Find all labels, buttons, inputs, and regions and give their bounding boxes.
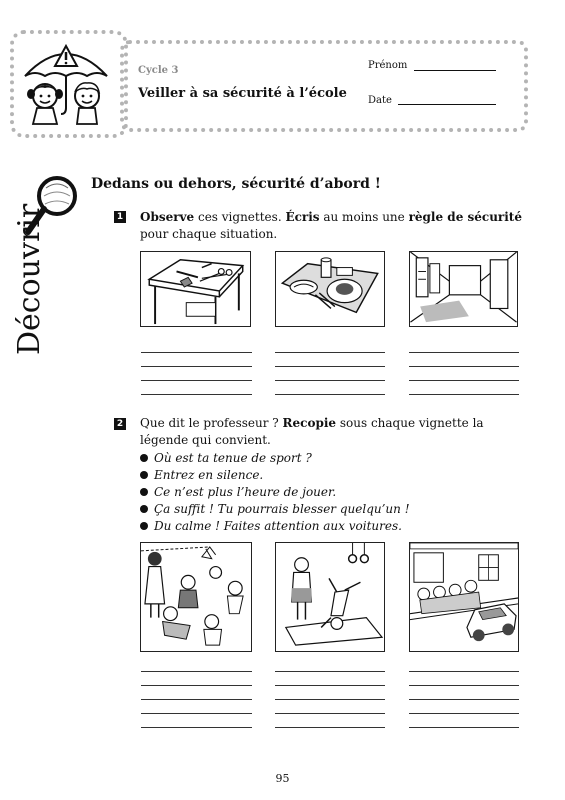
date-field[interactable]	[398, 104, 496, 105]
vignette-desk-scissors	[140, 251, 251, 327]
answer-line[interactable]	[275, 713, 385, 714]
answer-line[interactable]	[409, 713, 519, 714]
prenom-field[interactable]	[414, 70, 496, 71]
answer-line[interactable]	[141, 713, 252, 714]
answer-line[interactable]	[141, 727, 252, 728]
exercise-1-number: 1	[114, 211, 126, 223]
caption-options-list	[140, 450, 410, 535]
answer-line[interactable]	[409, 699, 519, 700]
instr-1-text-a: ces vignettes.	[194, 210, 286, 224]
vignette-kids-fighting	[140, 542, 252, 652]
prenom-label: Prénom	[368, 60, 408, 71]
answer-line[interactable]	[275, 699, 385, 700]
answer-line[interactable]	[275, 352, 385, 353]
answer-line[interactable]	[141, 671, 252, 672]
vignette-school-corridor	[409, 251, 518, 327]
instr-1-observe: Observe	[140, 210, 195, 224]
list-item: Ce n’est plus l’heure de jouer.	[140, 484, 410, 501]
answer-line[interactable]	[141, 394, 252, 395]
exercise-2-number: 2	[114, 418, 126, 430]
instr-1-regle: règle de sécurité	[408, 210, 522, 224]
answer-line[interactable]	[141, 380, 252, 381]
instr-1-text-b: au moins une	[319, 210, 409, 224]
answer-line[interactable]	[409, 352, 519, 353]
answer-line[interactable]	[409, 394, 519, 395]
cycle-label: Cycle 3	[138, 65, 179, 76]
instr-2-text-a: Que dit le professeur ?	[140, 416, 283, 430]
answer-line[interactable]	[275, 685, 385, 686]
answer-line[interactable]	[141, 352, 252, 353]
list-item: Du calme ! Faites attention aux voitures.	[140, 518, 410, 535]
page-title: Veiller à sa sécurité à l’école	[138, 86, 347, 101]
instr-2-recopie: Recopie	[282, 416, 337, 430]
answer-line[interactable]	[141, 366, 252, 367]
answer-line[interactable]	[141, 699, 252, 700]
list-item: Ça suffit ! Tu pourrais blesser quelqu’un !	[140, 501, 410, 518]
answer-line[interactable]	[275, 380, 385, 381]
answer-line[interactable]	[409, 380, 519, 381]
answer-line[interactable]	[275, 727, 385, 728]
answer-line[interactable]	[409, 671, 519, 672]
list-item: Entrez en silence.	[140, 467, 410, 484]
vignette-street-car	[409, 542, 519, 652]
section-title: Dedans ou dehors, sécurité d’abord !	[91, 176, 381, 192]
answer-line[interactable]	[275, 394, 385, 395]
warning-umbrella-kids-icon	[17, 38, 115, 126]
answer-line[interactable]	[409, 727, 519, 728]
vignette-lunch-tray	[275, 251, 385, 327]
page-number: 95	[275, 772, 290, 785]
instr-1-ecris: Écris	[285, 210, 320, 224]
answer-line[interactable]	[409, 685, 519, 686]
vignette-gym-handstand	[275, 542, 385, 652]
answer-line[interactable]	[275, 671, 385, 672]
discover-side-label: Découvrir	[12, 203, 47, 355]
list-item: Où est ta tenue de sport ?	[140, 450, 410, 467]
answer-line[interactable]	[275, 366, 385, 367]
answer-line[interactable]	[141, 685, 252, 686]
instr-1-text-c: pour chaque situation.	[140, 227, 278, 241]
instr-2-text-b: sous chaque vignette la légende qui convient.	[140, 416, 484, 447]
exercise-1-instruction	[140, 209, 525, 243]
answer-line[interactable]	[409, 366, 519, 367]
exercise-2-instruction	[140, 415, 525, 449]
date-label: Date	[368, 95, 392, 106]
